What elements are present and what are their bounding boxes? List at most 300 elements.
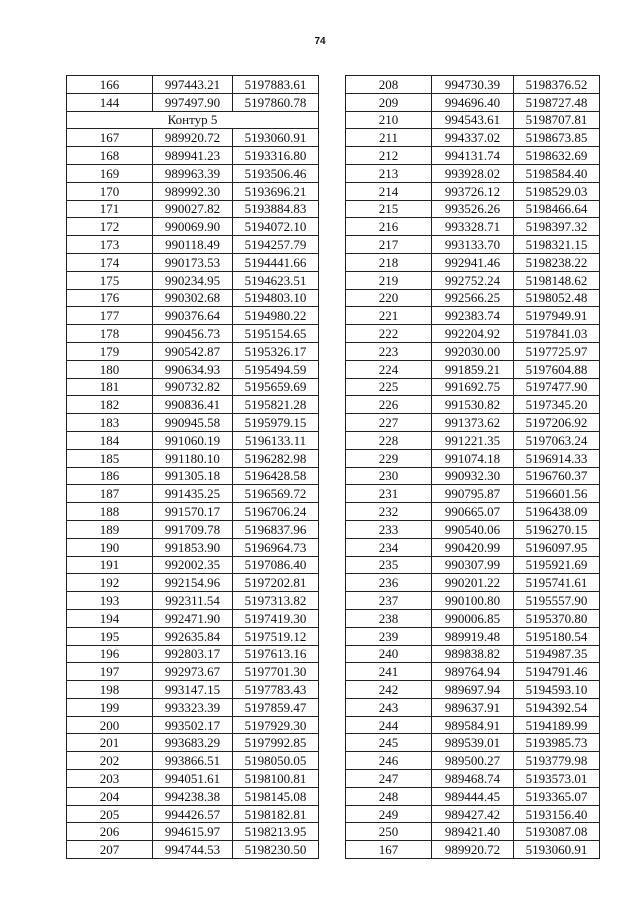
point-number-cell: 181 (67, 378, 153, 396)
point-number-cell: 205 (67, 805, 153, 823)
point-number-cell: 170 (67, 182, 153, 200)
x-coordinate-cell: 991221.35 (432, 431, 514, 449)
x-coordinate-cell: 994051.61 (153, 770, 233, 788)
table-row (67, 609, 319, 627)
x-coordinate-cell: 997497.90 (153, 93, 233, 111)
table-row (346, 431, 600, 449)
table-row (67, 236, 319, 254)
table-row (346, 449, 600, 467)
point-number-cell: 190 (67, 538, 153, 556)
y-coordinate-cell: 5196964.73 (233, 538, 319, 556)
y-coordinate-cell: 5198100.81 (233, 770, 319, 788)
table-row (346, 396, 600, 414)
point-number-cell: 171 (67, 200, 153, 218)
y-coordinate-cell: 5194257.79 (233, 236, 319, 254)
y-coordinate-cell: 5195370.80 (514, 609, 600, 627)
point-number-cell: 167 (67, 129, 153, 147)
x-coordinate-cell: 990302.68 (153, 289, 233, 307)
point-number-cell: 234 (346, 538, 432, 556)
table-row (67, 787, 319, 805)
x-coordinate-cell: 989838.82 (432, 645, 514, 663)
table-row (67, 218, 319, 236)
table-row (67, 449, 319, 467)
point-number-cell: 229 (346, 449, 432, 467)
y-coordinate-cell: 5193696.21 (233, 182, 319, 200)
x-coordinate-cell: 994543.61 (432, 111, 514, 129)
table-row (346, 716, 600, 734)
x-coordinate-cell: 989697.94 (432, 681, 514, 699)
point-number-cell: 231 (346, 485, 432, 503)
point-number-cell: 200 (67, 716, 153, 734)
y-coordinate-cell: 5197783.43 (233, 681, 319, 699)
y-coordinate-cell: 5198727.48 (514, 93, 600, 111)
point-number-cell: 209 (346, 93, 432, 111)
point-number-cell: 238 (346, 609, 432, 627)
point-number-cell: 188 (67, 503, 153, 521)
x-coordinate-cell: 991074.18 (432, 449, 514, 467)
y-coordinate-cell: 5194980.22 (233, 307, 319, 325)
table-row (67, 752, 319, 770)
x-coordinate-cell: 990945.58 (153, 414, 233, 432)
point-number-cell: 215 (346, 200, 432, 218)
x-coordinate-cell: 993323.39 (153, 698, 233, 716)
table-row (346, 467, 600, 485)
x-coordinate-cell: 992383.74 (432, 307, 514, 325)
y-coordinate-cell: 5198321.15 (514, 236, 600, 254)
x-coordinate-cell: 992002.35 (153, 556, 233, 574)
table-row (67, 627, 319, 645)
point-number-cell: 198 (67, 681, 153, 699)
coordinates-table-right (345, 75, 600, 859)
x-coordinate-cell: 990307.99 (432, 556, 514, 574)
x-coordinate-cell: 991709.78 (153, 520, 233, 538)
x-coordinate-cell: 989963.39 (153, 164, 233, 182)
point-number-cell: 178 (67, 325, 153, 343)
x-coordinate-cell: 994730.39 (432, 76, 514, 94)
x-coordinate-cell: 993328.71 (432, 218, 514, 236)
table-row (346, 698, 600, 716)
table-row (67, 111, 319, 129)
x-coordinate-cell: 992803.17 (153, 645, 233, 663)
point-number-cell: 176 (67, 289, 153, 307)
y-coordinate-cell: 5198584.40 (514, 164, 600, 182)
x-coordinate-cell: 990420.99 (432, 538, 514, 556)
point-number-cell: 243 (346, 698, 432, 716)
table-row (346, 841, 600, 859)
y-coordinate-cell: 5196760.37 (514, 467, 600, 485)
point-number-cell: 236 (346, 574, 432, 592)
x-coordinate-cell: 992311.54 (153, 592, 233, 610)
point-number-cell: 208 (346, 76, 432, 94)
table-row (67, 360, 319, 378)
x-coordinate-cell: 994426.57 (153, 805, 233, 823)
table-row (346, 734, 600, 752)
table-row (67, 645, 319, 663)
y-coordinate-cell: 5196133.11 (233, 431, 319, 449)
x-coordinate-cell: 990732.82 (153, 378, 233, 396)
table-row (67, 770, 319, 788)
x-coordinate-cell: 993866.51 (153, 752, 233, 770)
table-row (346, 485, 600, 503)
point-number-cell: 175 (67, 271, 153, 289)
point-number-cell: 197 (67, 663, 153, 681)
table-row (346, 182, 600, 200)
y-coordinate-cell: 5195979.15 (233, 414, 319, 432)
point-number-cell: 228 (346, 431, 432, 449)
x-coordinate-cell: 991859.21 (432, 360, 514, 378)
y-coordinate-cell: 5197086.40 (233, 556, 319, 574)
point-number-cell: 235 (346, 556, 432, 574)
point-number-cell: 221 (346, 307, 432, 325)
y-coordinate-cell: 5198052.48 (514, 289, 600, 307)
y-coordinate-cell: 5196097.95 (514, 538, 600, 556)
x-coordinate-cell: 989764.94 (432, 663, 514, 681)
point-number-cell: 248 (346, 787, 432, 805)
y-coordinate-cell: 5194987.35 (514, 645, 600, 663)
x-coordinate-cell: 993928.02 (432, 164, 514, 182)
point-number-cell: 196 (67, 645, 153, 663)
point-number-cell: 183 (67, 414, 153, 432)
x-coordinate-cell: 989919.48 (432, 627, 514, 645)
y-coordinate-cell: 5198238.22 (514, 253, 600, 271)
x-coordinate-cell: 994238.38 (153, 787, 233, 805)
table-row (346, 271, 600, 289)
y-coordinate-cell: 5194072.10 (233, 218, 319, 236)
y-coordinate-cell: 5197929.30 (233, 716, 319, 734)
table-row (67, 289, 319, 307)
table-row (67, 325, 319, 343)
x-coordinate-cell: 989920.72 (432, 841, 514, 859)
table-row (346, 93, 600, 111)
point-number-cell: 239 (346, 627, 432, 645)
x-coordinate-cell: 991530.82 (432, 396, 514, 414)
y-coordinate-cell: 5197949.91 (514, 307, 600, 325)
table-row (346, 147, 600, 165)
y-coordinate-cell: 5194392.54 (514, 698, 600, 716)
y-coordinate-cell: 5197419.30 (233, 609, 319, 627)
y-coordinate-cell: 5193156.40 (514, 805, 600, 823)
y-coordinate-cell: 5194791.46 (514, 663, 600, 681)
y-coordinate-cell: 5198050.05 (233, 752, 319, 770)
x-coordinate-cell: 992204.92 (432, 325, 514, 343)
table-row (67, 467, 319, 485)
table-row (67, 182, 319, 200)
x-coordinate-cell: 989500.27 (432, 752, 514, 770)
table-row (346, 218, 600, 236)
x-coordinate-cell: 990234.95 (153, 271, 233, 289)
point-number-cell: 246 (346, 752, 432, 770)
point-number-cell: 212 (346, 147, 432, 165)
y-coordinate-cell: 5195557.90 (514, 592, 600, 610)
x-coordinate-cell: 989992.30 (153, 182, 233, 200)
table-row (346, 200, 600, 218)
table-row (67, 396, 319, 414)
table-row (67, 414, 319, 432)
table-row (346, 681, 600, 699)
y-coordinate-cell: 5197345.20 (514, 396, 600, 414)
table-row (67, 556, 319, 574)
table-row (346, 342, 600, 360)
y-coordinate-cell: 5198148.62 (514, 271, 600, 289)
x-coordinate-cell: 991570.17 (153, 503, 233, 521)
x-coordinate-cell: 990932.30 (432, 467, 514, 485)
point-number-cell: 241 (346, 663, 432, 681)
y-coordinate-cell: 5193573.01 (514, 770, 600, 788)
point-number-cell: 189 (67, 520, 153, 538)
table-row (67, 164, 319, 182)
x-coordinate-cell: 992973.67 (153, 663, 233, 681)
point-number-cell: 204 (67, 787, 153, 805)
table-row (67, 253, 319, 271)
point-number-cell: 187 (67, 485, 153, 503)
y-coordinate-cell: 5196569.72 (233, 485, 319, 503)
table-row (346, 307, 600, 325)
table-row (67, 698, 319, 716)
y-coordinate-cell: 5193316.80 (233, 147, 319, 165)
x-coordinate-cell: 993502.17 (153, 716, 233, 734)
y-coordinate-cell: 5198213.95 (233, 823, 319, 841)
y-coordinate-cell: 5193779.98 (514, 752, 600, 770)
x-coordinate-cell: 992471.90 (153, 609, 233, 627)
point-number-cell: 211 (346, 129, 432, 147)
table-row (67, 129, 319, 147)
point-number-cell: 174 (67, 253, 153, 271)
y-coordinate-cell: 5197063.24 (514, 431, 600, 449)
table-row (346, 503, 600, 521)
y-coordinate-cell: 5197883.61 (233, 76, 319, 94)
point-number-cell: 202 (67, 752, 153, 770)
point-number-cell: 220 (346, 289, 432, 307)
table-row (346, 556, 600, 574)
y-coordinate-cell: 5193060.91 (233, 129, 319, 147)
y-coordinate-cell: 5194441.66 (233, 253, 319, 271)
x-coordinate-cell: 990069.90 (153, 218, 233, 236)
point-number-cell: 225 (346, 378, 432, 396)
x-coordinate-cell: 989427.42 (432, 805, 514, 823)
x-coordinate-cell: 989539.01 (432, 734, 514, 752)
table-row (346, 592, 600, 610)
x-coordinate-cell: 990456.73 (153, 325, 233, 343)
point-number-cell: 167 (346, 841, 432, 859)
point-number-cell: 172 (67, 218, 153, 236)
x-coordinate-cell: 990118.49 (153, 236, 233, 254)
y-coordinate-cell: 5193087.08 (514, 823, 600, 841)
table-row (346, 663, 600, 681)
x-coordinate-cell: 990100.80 (432, 592, 514, 610)
point-number-cell: 177 (67, 307, 153, 325)
y-coordinate-cell: 5198145.08 (233, 787, 319, 805)
y-coordinate-cell: 5195180.54 (514, 627, 600, 645)
point-number-cell: 223 (346, 342, 432, 360)
x-coordinate-cell: 994696.40 (432, 93, 514, 111)
table-row (346, 787, 600, 805)
y-coordinate-cell: 5194189.99 (514, 716, 600, 734)
x-coordinate-cell: 989444.45 (432, 787, 514, 805)
table-row (67, 485, 319, 503)
x-coordinate-cell: 993147.15 (153, 681, 233, 699)
page-number: 74 (314, 36, 326, 47)
table-row (67, 805, 319, 823)
table-row (346, 289, 600, 307)
x-coordinate-cell: 991435.25 (153, 485, 233, 503)
x-coordinate-cell: 991373.62 (432, 414, 514, 432)
table-body (67, 76, 319, 859)
y-coordinate-cell: 5196837.96 (233, 520, 319, 538)
x-coordinate-cell: 994615.97 (153, 823, 233, 841)
x-coordinate-cell: 993683.29 (153, 734, 233, 752)
point-number-cell: 180 (67, 360, 153, 378)
y-coordinate-cell: 5198707.81 (514, 111, 600, 129)
table-row (346, 414, 600, 432)
point-number-cell: 199 (67, 698, 153, 716)
table-row (67, 342, 319, 360)
point-number-cell: 192 (67, 574, 153, 592)
point-number-cell: 214 (346, 182, 432, 200)
x-coordinate-cell: 992635.84 (153, 627, 233, 645)
table-row (346, 253, 600, 271)
y-coordinate-cell: 5197206.92 (514, 414, 600, 432)
x-coordinate-cell: 991853.90 (153, 538, 233, 556)
table-row (67, 378, 319, 396)
table-row (346, 111, 600, 129)
table-row (67, 431, 319, 449)
x-coordinate-cell: 989920.72 (153, 129, 233, 147)
x-coordinate-cell: 991180.10 (153, 449, 233, 467)
table-row (346, 129, 600, 147)
point-number-cell: 222 (346, 325, 432, 343)
y-coordinate-cell: 5198376.52 (514, 76, 600, 94)
x-coordinate-cell: 989468.74 (432, 770, 514, 788)
table-row (67, 681, 319, 699)
x-coordinate-cell: 997443.21 (153, 76, 233, 94)
point-number-cell: 206 (67, 823, 153, 841)
x-coordinate-cell: 993726.12 (432, 182, 514, 200)
table-row (346, 325, 600, 343)
y-coordinate-cell: 5197701.30 (233, 663, 319, 681)
point-number-cell: 184 (67, 431, 153, 449)
table-row (346, 360, 600, 378)
point-number-cell: 219 (346, 271, 432, 289)
x-coordinate-cell: 992752.24 (432, 271, 514, 289)
point-number-cell: 185 (67, 449, 153, 467)
point-number-cell: 201 (67, 734, 153, 752)
y-coordinate-cell: 5194623.51 (233, 271, 319, 289)
x-coordinate-cell: 990027.82 (153, 200, 233, 218)
x-coordinate-cell: 989421.40 (432, 823, 514, 841)
x-coordinate-cell: 994744.53 (153, 841, 233, 859)
table-row (346, 520, 600, 538)
y-coordinate-cell: 5198466.64 (514, 200, 600, 218)
y-coordinate-cell: 5197202.81 (233, 574, 319, 592)
x-coordinate-cell: 992941.46 (432, 253, 514, 271)
table-row (67, 734, 319, 752)
point-number-cell: 250 (346, 823, 432, 841)
table-row (346, 574, 600, 592)
table-row (67, 76, 319, 94)
y-coordinate-cell: 5197613.16 (233, 645, 319, 663)
y-coordinate-cell: 5195741.61 (514, 574, 600, 592)
y-coordinate-cell: 5198182.81 (233, 805, 319, 823)
table-row (67, 503, 319, 521)
point-number-cell: 173 (67, 236, 153, 254)
x-coordinate-cell: 993526.26 (432, 200, 514, 218)
y-coordinate-cell: 5196282.98 (233, 449, 319, 467)
y-coordinate-cell: 5195154.65 (233, 325, 319, 343)
table-row (67, 663, 319, 681)
point-number-cell: 233 (346, 520, 432, 538)
point-number-cell: 144 (67, 93, 153, 111)
point-number-cell: 240 (346, 645, 432, 663)
x-coordinate-cell: 994131.74 (432, 147, 514, 165)
x-coordinate-cell: 992566.25 (432, 289, 514, 307)
table-row (346, 538, 600, 556)
y-coordinate-cell: 5195821.28 (233, 396, 319, 414)
y-coordinate-cell: 5196601.56 (514, 485, 600, 503)
x-coordinate-cell: 990006.85 (432, 609, 514, 627)
x-coordinate-cell: 991305.18 (153, 467, 233, 485)
x-coordinate-cell: 990540.06 (432, 520, 514, 538)
table-row (346, 76, 600, 94)
point-number-cell: 237 (346, 592, 432, 610)
table-row (67, 538, 319, 556)
y-coordinate-cell: 5197313.82 (233, 592, 319, 610)
x-coordinate-cell: 994337.02 (432, 129, 514, 147)
x-coordinate-cell: 990634.93 (153, 360, 233, 378)
point-number-cell: 203 (67, 770, 153, 788)
point-number-cell: 168 (67, 147, 153, 165)
y-coordinate-cell: 5193060.91 (514, 841, 600, 859)
y-coordinate-cell: 5198230.50 (233, 841, 319, 859)
table-row (346, 645, 600, 663)
point-number-cell: 182 (67, 396, 153, 414)
table-row (346, 805, 600, 823)
point-number-cell: 216 (346, 218, 432, 236)
y-coordinate-cell: 5196438.09 (514, 503, 600, 521)
point-number-cell: 191 (67, 556, 153, 574)
point-number-cell: 207 (67, 841, 153, 859)
point-number-cell: 232 (346, 503, 432, 521)
table-row (346, 770, 600, 788)
table-row (346, 823, 600, 841)
x-coordinate-cell: 990836.41 (153, 396, 233, 414)
table-row (346, 236, 600, 254)
table-row (67, 592, 319, 610)
y-coordinate-cell: 5193506.46 (233, 164, 319, 182)
point-number-cell: 195 (67, 627, 153, 645)
y-coordinate-cell: 5196914.33 (514, 449, 600, 467)
table-row (67, 93, 319, 111)
x-coordinate-cell: 992030.00 (432, 342, 514, 360)
y-coordinate-cell: 5198673.85 (514, 129, 600, 147)
y-coordinate-cell: 5193985.73 (514, 734, 600, 752)
table-row (67, 716, 319, 734)
point-number-cell: 224 (346, 360, 432, 378)
table-row (67, 147, 319, 165)
table-body (346, 76, 600, 859)
point-number-cell: 194 (67, 609, 153, 627)
x-coordinate-cell: 990665.07 (432, 503, 514, 521)
x-coordinate-cell: 991692.75 (432, 378, 514, 396)
y-coordinate-cell: 5197519.12 (233, 627, 319, 645)
point-number-cell: 227 (346, 414, 432, 432)
point-number-cell: 213 (346, 164, 432, 182)
point-number-cell: 193 (67, 592, 153, 610)
point-number-cell: 247 (346, 770, 432, 788)
point-number-cell: 179 (67, 342, 153, 360)
y-coordinate-cell: 5196270.15 (514, 520, 600, 538)
table-row (67, 520, 319, 538)
point-number-cell: 230 (346, 467, 432, 485)
